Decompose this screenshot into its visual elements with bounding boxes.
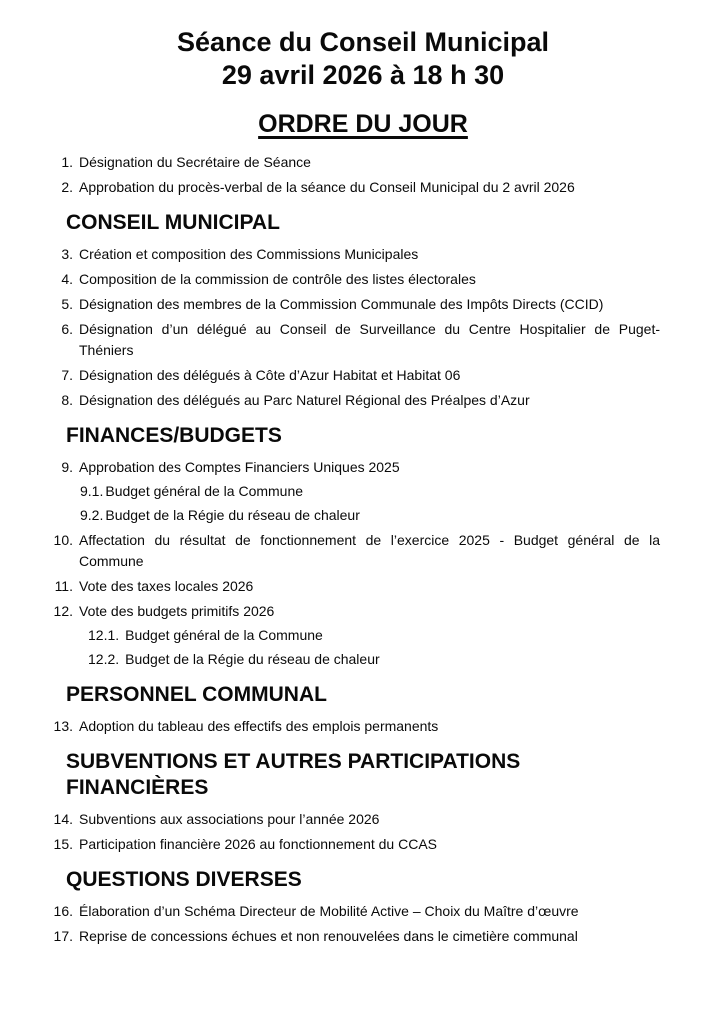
agenda-title-text: ORDRE DU JOUR [258,109,468,138]
agenda-item [61,457,660,526]
item-text: Approbation du procès-verbal de la séance du Conseil Municipal du 2 avril 2026 [79,178,575,195]
agenda-subitem [88,625,660,646]
item-text: Désignation des délégués à Côte d’Azur Habitat et Habitat 06 [79,367,461,384]
agenda-item-row [53,457,660,478]
section-heading: CONSEIL MUNICIPAL [66,210,280,234]
item-number: 1. [61,153,73,170]
agenda-item-row [53,809,660,830]
subitem-number: 9.1. [80,483,104,500]
agenda-section [53,867,660,947]
document-title-line1: Séance du Conseil Municipal [176,27,550,57]
agenda-sections [53,152,660,947]
section-items [61,244,660,411]
item-text: Adoption du tableau des effectifs des emplois permanents [79,718,439,735]
agenda-item-row [53,901,660,922]
agenda-item [53,601,660,670]
subitem-text: Budget général de la Commune [105,483,304,500]
subitem-text: Budget général de la Commune [125,627,323,644]
item-text: Vote des taxes locales 2026 [79,578,254,595]
agenda-item [61,152,660,173]
agenda-subitem [80,505,660,526]
agenda-item-row [53,834,660,855]
item-number: 7. [61,367,73,384]
agenda-item-row [53,601,660,622]
item-text: Approbation des Comptes Financiers Uniques 2025 [79,459,400,476]
agenda-item-row [53,926,660,947]
agenda-item [54,576,660,597]
agenda-item-row [53,716,660,737]
item-number: 15. [53,835,73,852]
item-number: 3. [61,246,73,263]
item-number: 6. [61,321,73,338]
agenda-item-row [53,390,660,411]
item-text: Participation financière 2026 au fonctionnement du CCAS [79,835,437,852]
item-text: Création et composition des Commissions Municipales [79,246,419,263]
subitem-number: 12.1. [88,627,120,644]
agenda-subitem [88,649,660,670]
agenda-item [53,901,660,922]
subitem-number: 9.2. [80,507,104,524]
item-text: Affectation du résultat de fonctionnement de l’exercice 2025 - Budget général de la Commune [79,532,660,570]
agenda-item-row [53,269,660,290]
agenda-item [61,294,660,315]
agenda-item [61,319,660,361]
section-items [53,809,660,855]
item-text: Désignation des délégués au Parc Naturel Régional des Préalpes d’Azur [79,392,530,409]
agenda-item [53,716,660,737]
agenda-subitem [80,481,660,502]
agenda-item-row [53,365,660,386]
item-text: Élaboration d’un Schéma Directeur de Mobilité Active – Choix du Maître d’œuvre [79,903,579,919]
agenda-section [53,423,660,670]
agenda-section [61,210,660,411]
section-heading: PERSONNEL COMMUNAL [66,683,327,707]
item-text: Subventions aux associations pour l’année 2026 [79,810,380,827]
section-items [53,716,660,737]
agenda-item [61,269,660,290]
agenda-item [53,530,660,572]
agenda-item-row [53,177,660,198]
agenda-item-row [53,294,660,315]
section-items [53,457,660,670]
item-text: Reprise de concessions échues et non renouvelées dans le cimetière communal [79,928,578,944]
item-number: 13. [53,718,73,735]
agenda-item [61,365,660,386]
section-items [53,901,660,947]
agenda-section [53,682,660,737]
section-heading: FINANCES/BUDGETS [66,424,282,448]
item-text: Désignation des membres de la Commission Communale des Impôts Directs (CCID) [79,296,604,313]
section-heading: QUESTIONS DIVERSES [66,867,302,891]
agenda-item [53,926,660,947]
item-number: 4. [61,271,73,288]
agenda-item-row [53,319,660,361]
agenda-title [66,109,660,139]
item-text: Composition de la commission de contrôle des listes électorales [79,271,476,288]
agenda-item-row [53,244,660,265]
item-text: Vote des budgets primitifs 2026 [79,603,275,620]
section-heading: SUBVENTIONS ET AUTRES PARTICIPATIONS FINANCIÈRES [66,750,521,799]
item-number: 10. [53,532,73,549]
item-number: 16. [53,903,73,919]
item-number: 2. [61,178,73,195]
subitem-text: Budget de la Régie du réseau de chaleur [125,651,380,668]
section-items [61,152,660,198]
agenda-item [61,177,660,198]
item-number: 12. [53,603,73,620]
agenda-section [53,749,660,854]
agenda-item-row [53,530,660,572]
item-number: 17. [53,928,73,944]
item-number: 11. [54,578,73,595]
agenda-item [61,244,660,265]
item-number: 8. [61,392,73,409]
item-text: Désignation du Secrétaire de Séance [79,153,311,170]
subitem-text: Budget de la Régie du réseau de chaleur [105,507,360,524]
item-number: 9. [61,459,73,476]
item-number: 5. [61,296,73,313]
agenda-section [61,152,660,198]
item-text: Désignation d’un délégué au Conseil de Surveillance du Centre Hospitalier de Puget-Théniers [79,321,660,359]
agenda-item [61,390,660,411]
item-number: 14. [53,810,73,827]
agenda-item [53,834,660,855]
agenda-item-row [53,152,660,173]
subitem-number: 12.2. [88,651,120,668]
agenda-item [53,809,660,830]
agenda-item-row [53,576,660,597]
document-title [66,26,660,92]
document-title-line2: 29 avril 2026 à 18 h 30 [221,59,505,90]
